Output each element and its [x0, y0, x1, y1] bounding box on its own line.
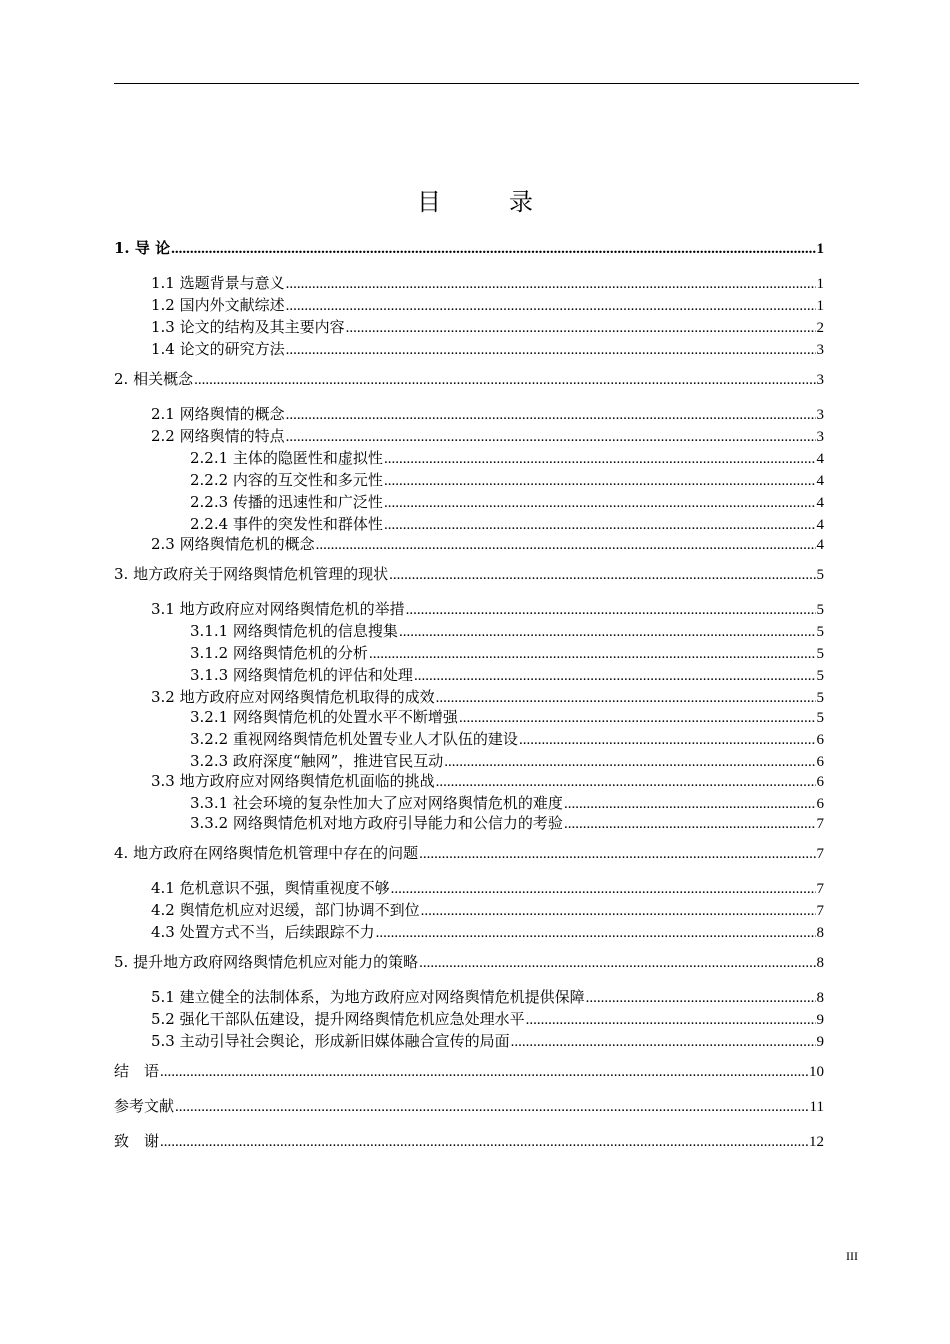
dot-leader [419, 843, 815, 864]
dot-leader [564, 793, 816, 814]
toc-entry[interactable] [114, 369, 824, 390]
dot-leader [160, 1061, 808, 1082]
toc-entry-label: 2.2.2 内容的互交性和多元性 [190, 471, 383, 489]
toc-entry-label: 1.2 国内外文献综述 [151, 296, 285, 314]
toc-entry-page: 4 [816, 473, 824, 489]
toc-entry[interactable] [114, 448, 824, 469]
toc-entry-page: 6 [816, 796, 824, 812]
toc-entry[interactable] [114, 987, 824, 1008]
toc-entry-page: 3 [816, 407, 824, 423]
toc-entry[interactable] [114, 843, 824, 864]
toc-entry-label: 5. 提升地方政府网络舆情危机应对能力的策略 [114, 953, 419, 971]
toc-entry-page: 5 [816, 646, 824, 662]
toc-entry-label: 2.2.1 主体的隐匿性和虚拟性 [190, 449, 383, 467]
toc-entry-label: 3.2.1 网络舆情危机的处置水平不断增强 [190, 708, 458, 726]
toc-entry-label: 2.3 网络舆情危机的概念 [151, 535, 315, 553]
toc-entry-page: 8 [816, 990, 824, 1006]
dot-leader [376, 922, 816, 943]
toc-entry-label: 参考文献 [114, 1097, 175, 1115]
dot-leader [346, 317, 816, 338]
toc-entry-page: 3 [816, 372, 824, 388]
toc-entry-page: 5 [816, 710, 824, 726]
dot-leader [384, 448, 816, 469]
toc-entry-page: 7 [816, 903, 824, 919]
toc-entry-page: 3 [816, 342, 824, 358]
page-number: III [846, 1249, 858, 1263]
dot-leader [286, 295, 816, 316]
toc-entry[interactable] [114, 621, 824, 642]
dot-leader [286, 426, 816, 447]
toc-entry-label: 3.3 地方政府应对网络舆情危机面临的挑战 [151, 772, 435, 790]
toc-entry[interactable] [114, 1131, 824, 1152]
toc-entry-page: 7 [816, 881, 824, 897]
toc-entry-label: 4. 地方政府在网络舆情危机管理中存在的问题 [114, 844, 419, 862]
dot-leader [384, 492, 816, 513]
toc-entry-label: 4.3 处置方式不当，后续跟踪不力 [151, 923, 375, 941]
toc-entry[interactable] [114, 317, 824, 338]
toc-entry[interactable] [114, 729, 824, 750]
toc-entry[interactable] [114, 534, 824, 555]
toc-entry-page: 4 [816, 537, 824, 553]
dot-leader [526, 1009, 816, 1030]
toc-entry[interactable] [114, 273, 824, 294]
toc-entry[interactable] [114, 1009, 824, 1030]
toc-entry-label: 1. 导 论 [114, 239, 171, 257]
toc-entry[interactable] [114, 1096, 824, 1117]
toc-entry-page: 5 [816, 668, 824, 684]
toc-entry[interactable] [114, 295, 824, 316]
dot-leader [384, 514, 816, 535]
toc-entry-label: 2.1 网络舆情的概念 [151, 405, 285, 423]
toc-entry-page: 4 [816, 517, 824, 533]
dot-leader [286, 339, 816, 360]
toc-entry-label: 结 语 [114, 1062, 160, 1080]
dot-leader [171, 238, 815, 259]
toc-entry[interactable] [114, 426, 824, 447]
toc-entry-page: 8 [816, 925, 824, 941]
toc-entry[interactable] [114, 771, 824, 792]
dot-leader [444, 751, 815, 772]
toc-entry-page: 5 [816, 624, 824, 640]
toc-entry-label: 1.1 选题背景与意义 [151, 274, 285, 292]
toc-entry[interactable] [114, 339, 824, 360]
dot-leader [286, 404, 816, 425]
dot-leader [436, 771, 816, 792]
dot-leader [384, 470, 816, 491]
dot-leader [389, 564, 815, 585]
toc-entry[interactable] [114, 643, 824, 664]
toc-entry-label: 1.4 论文的研究方法 [151, 340, 285, 358]
toc-entry-page: 4 [816, 451, 824, 467]
toc-entry[interactable] [114, 751, 824, 772]
toc-entry-label: 5.3 主动引导社会舆论，形成新旧媒体融合宣传的局面 [151, 1032, 510, 1050]
toc-entry[interactable] [114, 707, 824, 728]
dot-leader [419, 952, 815, 973]
dot-leader [511, 1031, 816, 1052]
toc-entry[interactable] [114, 793, 824, 814]
toc-entry-label: 4.2 舆情危机应对迟缓，部门协调不到位 [151, 901, 420, 919]
toc-entry[interactable] [114, 492, 824, 513]
toc-entry-label: 2.2.4 事件的突发性和群体性 [190, 515, 383, 533]
dot-leader [175, 1096, 809, 1117]
toc-entry-page: 4 [816, 495, 824, 511]
toc-entry-page: 1 [816, 241, 824, 257]
toc-entry[interactable] [114, 514, 824, 535]
dot-leader [286, 273, 816, 294]
dot-leader [316, 534, 816, 555]
toc-entry-label: 3.3.1 社会环境的复杂性加大了应对网络舆情危机的难度 [190, 794, 563, 812]
toc-entry-page: 7 [816, 816, 824, 832]
toc-entry-label: 3.1.1 网络舆情危机的信息搜集 [190, 622, 398, 640]
toc-entry[interactable] [114, 922, 824, 943]
dot-leader [421, 900, 816, 921]
toc-entry-label: 3.1.2 网络舆情危机的分析 [190, 644, 368, 662]
toc-entry-page: 8 [816, 955, 824, 971]
toc-entry-page: 1 [816, 298, 824, 314]
toc-entry[interactable] [114, 1031, 824, 1052]
toc-entry[interactable] [114, 687, 824, 708]
toc-entry-page: 9 [816, 1012, 824, 1028]
toc-entry-page: 9 [816, 1034, 824, 1050]
toc-entry[interactable] [114, 665, 824, 686]
toc-entry[interactable] [114, 404, 824, 425]
toc-entry[interactable] [114, 900, 824, 921]
toc-entry-page: 10 [809, 1064, 824, 1080]
dot-leader [459, 707, 816, 728]
toc-entry[interactable] [114, 599, 824, 620]
dot-leader [369, 643, 816, 664]
toc-entry-label: 4.1 危机意识不强，舆情重视度不够 [151, 879, 390, 897]
toc-entry-page: 6 [816, 754, 824, 770]
toc-entry-page: 7 [816, 846, 824, 862]
toc-entry-page: 11 [809, 1099, 824, 1115]
page-title: 目 录 [417, 188, 555, 216]
toc-entry[interactable] [114, 813, 824, 834]
toc-entry-page: 6 [816, 774, 824, 790]
dot-leader [160, 1131, 808, 1152]
dot-leader [519, 729, 816, 750]
toc-entry-page: 5 [816, 567, 824, 583]
toc-entry-label: 3.1 地方政府应对网络舆情危机的举措 [151, 600, 405, 618]
toc-entry-label: 3.2.2 重视网络舆情危机处置专业人才队伍的建设 [190, 730, 518, 748]
toc-entry-label: 2.2 网络舆情的特点 [151, 427, 285, 445]
toc-entry[interactable] [114, 238, 824, 259]
toc-entry[interactable] [114, 952, 824, 973]
toc-entry[interactable] [114, 1061, 824, 1082]
toc-entry-label: 3.2.3 政府深度“触网”，推进官民互动 [190, 752, 444, 770]
dot-leader [564, 813, 816, 834]
dot-leader [436, 687, 816, 708]
toc-entry-label: 3.3.2 网络舆情危机对地方政府引导能力和公信力的考验 [190, 814, 563, 832]
toc-entry-page: 6 [816, 732, 824, 748]
header-rule [114, 83, 859, 84]
toc-entry-label: 3.1.3 网络舆情危机的评估和处理 [190, 666, 413, 684]
toc-entry[interactable] [114, 470, 824, 491]
toc-entry-label: 致 谢 [114, 1132, 160, 1150]
toc-entry-page: 1 [816, 276, 824, 292]
toc-entry-label: 1.3 论文的结构及其主要内容 [151, 318, 345, 336]
toc-entry[interactable] [114, 878, 824, 899]
dot-leader [406, 599, 816, 620]
toc-entry[interactable] [114, 564, 824, 585]
toc-entry-page: 2 [816, 320, 824, 336]
toc-entry-label: 5.2 强化干部队伍建设，提升网络舆情危机应急处理水平 [151, 1010, 525, 1028]
dot-leader [391, 878, 816, 899]
dot-leader [414, 665, 816, 686]
toc-entry-page: 12 [809, 1134, 824, 1150]
toc-entry-label: 2.2.3 传播的迅速性和广泛性 [190, 493, 383, 511]
toc-entry-label: 3.2 地方政府应对网络舆情危机取得的成效 [151, 688, 435, 706]
dot-leader [194, 369, 815, 390]
toc-entry-page: 3 [816, 429, 824, 445]
dot-leader [586, 987, 816, 1008]
toc-entry-page: 5 [816, 602, 824, 618]
toc-entry-label: 5.1 建立健全的法制体系，为地方政府应对网络舆情危机提供保障 [151, 988, 585, 1006]
toc-entry-page: 5 [816, 690, 824, 706]
toc-entry-label: 2. 相关概念 [114, 370, 194, 388]
dot-leader [399, 621, 816, 642]
toc-entry-label: 3. 地方政府关于网络舆情危机管理的现状 [114, 565, 389, 583]
